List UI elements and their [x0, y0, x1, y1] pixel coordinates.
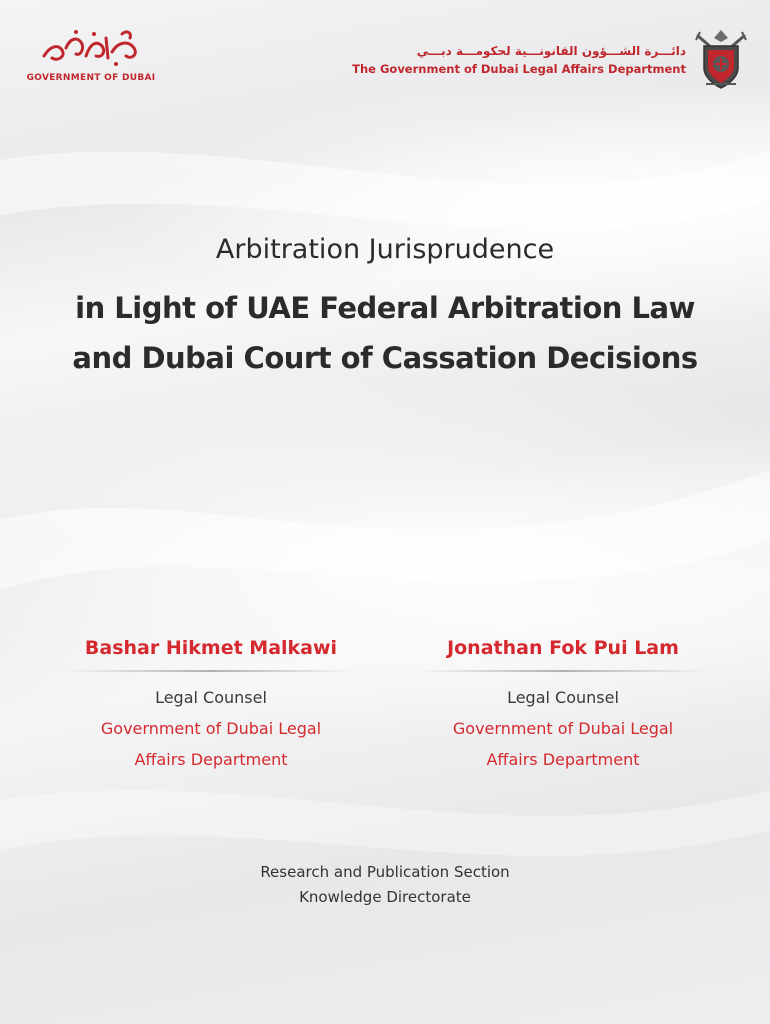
dept-name-english: The Government of Dubai Legal Affairs Department [352, 62, 686, 76]
author-divider [418, 670, 708, 672]
author-org-line-1: Government of Dubai Legal [452, 719, 674, 738]
author-block-1 [46, 632, 376, 775]
author-org-line-2: Affairs Department [486, 750, 640, 769]
author-role: Legal Counsel [155, 688, 267, 707]
publisher-info [0, 860, 770, 910]
author-name: Bashar Hikmet Malkawi [84, 637, 338, 659]
dept-name-arabic: دائـــرة الشـــؤون القانونـــية لحكومـــة دبـــي [416, 44, 686, 58]
publisher-section: Research and Publication Section [260, 863, 510, 881]
author-divider [66, 670, 356, 672]
dubai-calligraphy-icon [36, 26, 146, 70]
government-of-dubai-logo [26, 26, 156, 86]
gov-logo-english: GOVERNMENT OF DUBAI [26, 73, 156, 83]
title-line-3: and Dubai Court of Cassation Decisions [72, 341, 698, 375]
author-role: Legal Counsel [507, 688, 619, 707]
publisher-directorate: Knowledge Directorate [299, 888, 471, 906]
author-org-line-1: Government of Dubai Legal [100, 719, 322, 738]
document-title [0, 230, 770, 383]
title-line-2: in Light of UAE Federal Arbitration Law [75, 291, 695, 325]
author-org-line-2: Affairs Department [134, 750, 288, 769]
title-line-1: Arbitration Jurisprudence [215, 234, 555, 265]
dubai-emblem-icon [690, 26, 752, 92]
author-name: Jonathan Fok Pui Lam [447, 637, 679, 659]
legal-affairs-header [352, 44, 686, 76]
author-block-2 [398, 632, 728, 775]
